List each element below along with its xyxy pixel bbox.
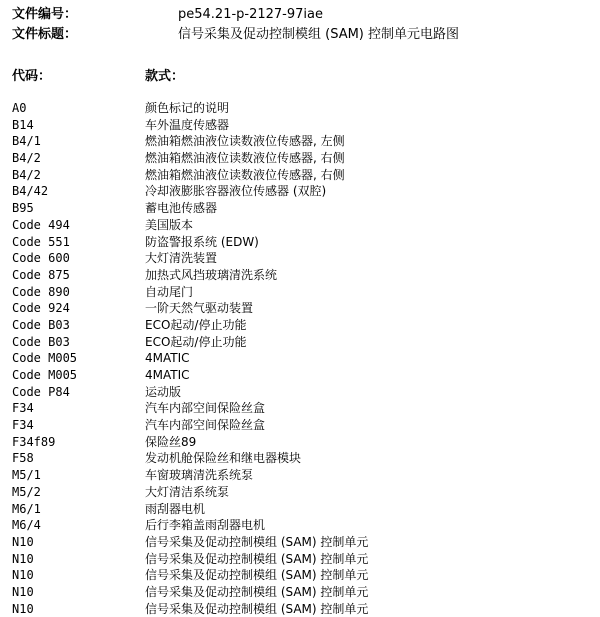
list-item [12, 200, 600, 217]
list-item [12, 183, 600, 200]
component-code: F58 [12, 451, 34, 466]
component-description: 大灯清洗装置 [145, 251, 218, 266]
list-item [12, 367, 600, 384]
component-description: 信号采集及促动控制模组 (SAM) 控制单元 [145, 551, 369, 566]
component-code: B14 [12, 117, 34, 132]
list-item [12, 400, 600, 417]
list-item [12, 267, 600, 284]
doc-number-row [12, 6, 592, 24]
component-description: 信号采集及促动控制模组 (SAM) 控制单元 [145, 584, 369, 599]
component-description: 保险丝89 [145, 434, 197, 449]
component-description: ECO起动/停止功能 [145, 317, 247, 332]
list-item [12, 284, 600, 301]
component-description: 车外温度传感器 [145, 117, 230, 132]
doc-number-label: 文件编号： [12, 7, 78, 22]
component-description: 燃油箱燃油液位读数液位传感器, 左侧 [145, 134, 345, 149]
list-item [12, 501, 600, 518]
component-code: Code B03 [12, 334, 70, 349]
component-description: 信号采集及促动控制模组 (SAM) 控制单元 [145, 568, 369, 583]
doc-number-value: pe54.21-p-2127-97iae [178, 7, 323, 22]
component-code: Code 600 [12, 251, 70, 266]
component-description: 信号采集及促动控制模组 (SAM) 控制单元 [145, 534, 369, 549]
component-code: B4/2 [12, 151, 41, 166]
component-code: M6/4 [12, 518, 41, 533]
component-code: N10 [12, 534, 34, 549]
list-item [12, 484, 600, 501]
list-item [12, 467, 600, 484]
component-description: 雨刮器电机 [145, 501, 206, 516]
component-code: F34 [12, 418, 34, 433]
component-code: B95 [12, 201, 34, 216]
component-code: M5/1 [12, 468, 41, 483]
list-item [12, 417, 600, 434]
doc-title-row [12, 26, 592, 44]
component-description: 冷却液膨胀容器液位传感器 (双腔) [145, 184, 327, 199]
list-item [12, 450, 600, 467]
list-item [12, 517, 600, 534]
component-code: A0 [12, 101, 27, 115]
list-item [12, 434, 600, 451]
doc-title-label: 文件标题： [12, 27, 78, 42]
code-column-header: 代码： [12, 69, 52, 84]
component-code: Code 890 [12, 284, 70, 299]
component-code: Code 924 [12, 301, 70, 316]
list-item [12, 350, 600, 367]
list-item [12, 300, 600, 317]
component-description: 汽车内部空间保险丝盒 [145, 418, 266, 433]
component-description: 车窗玻璃清洗系统泵 [145, 468, 254, 483]
component-description: 4MATIC [145, 351, 190, 366]
legend-list [12, 100, 600, 617]
component-description: 蓄电池传感器 [145, 201, 218, 216]
component-code: Code P84 [12, 384, 70, 399]
component-description: 颜色标记的说明 [145, 101, 230, 115]
list-item [12, 551, 600, 568]
component-code: B4/2 [12, 167, 41, 182]
component-description: 大灯清洁系统泵 [145, 484, 230, 499]
list-item [12, 117, 600, 134]
component-code: Code M005 [12, 368, 78, 382]
component-code: Code 875 [12, 267, 70, 282]
component-code: Code B03 [12, 317, 70, 332]
list-item [12, 250, 600, 267]
component-code: Code 494 [12, 217, 70, 232]
list-item [12, 133, 600, 150]
list-item [12, 334, 600, 351]
list-item [12, 100, 600, 117]
list-item [12, 384, 600, 401]
component-description: 美国版本 [145, 217, 194, 232]
component-description: 运动版 [145, 384, 182, 399]
component-code: B4/42 [12, 184, 49, 199]
component-code: F34f89 [12, 434, 56, 449]
component-description: 防盗警报系统 (EDW) [145, 234, 259, 249]
list-item [12, 234, 600, 251]
component-code: N10 [12, 551, 34, 566]
component-code: F34 [12, 401, 34, 416]
component-description: 燃油箱燃油液位读数液位传感器, 右侧 [145, 167, 345, 182]
description-column-header: 款式： [145, 69, 185, 84]
component-description: 发动机舱保险丝和继电器模块 [145, 451, 302, 466]
component-code: M5/2 [12, 484, 41, 499]
component-description: 一阶天然气驱动装置 [145, 301, 254, 316]
list-item [12, 317, 600, 334]
component-code: M6/1 [12, 501, 41, 516]
component-code: N10 [12, 584, 34, 599]
list-item [12, 534, 600, 551]
list-item [12, 150, 600, 167]
list-item [12, 167, 600, 184]
component-description: 信号采集及促动控制模组 (SAM) 控制单元 [145, 601, 369, 616]
component-description: 4MATIC [145, 368, 190, 382]
component-description: 后行李箱盖雨刮器电机 [145, 518, 266, 533]
component-description: 加热式风挡玻璃清洗系统 [145, 267, 278, 282]
component-description: 汽车内部空间保险丝盒 [145, 401, 266, 416]
list-item [12, 601, 600, 617]
component-code: Code 551 [12, 234, 70, 249]
list-item [12, 567, 600, 584]
component-code: N10 [12, 601, 34, 616]
list-item [12, 584, 600, 601]
component-code: Code M005 [12, 351, 78, 366]
component-description: 燃油箱燃油液位读数液位传感器, 右侧 [145, 151, 345, 166]
component-code: N10 [12, 568, 34, 583]
component-code: B4/1 [12, 134, 41, 149]
doc-title-value: 信号采集及促动控制模组 (SAM) 控制单元电路图 [178, 27, 460, 42]
component-description: ECO起动/停止功能 [145, 334, 247, 349]
list-item [12, 217, 600, 234]
component-description: 自动尾门 [145, 284, 194, 299]
